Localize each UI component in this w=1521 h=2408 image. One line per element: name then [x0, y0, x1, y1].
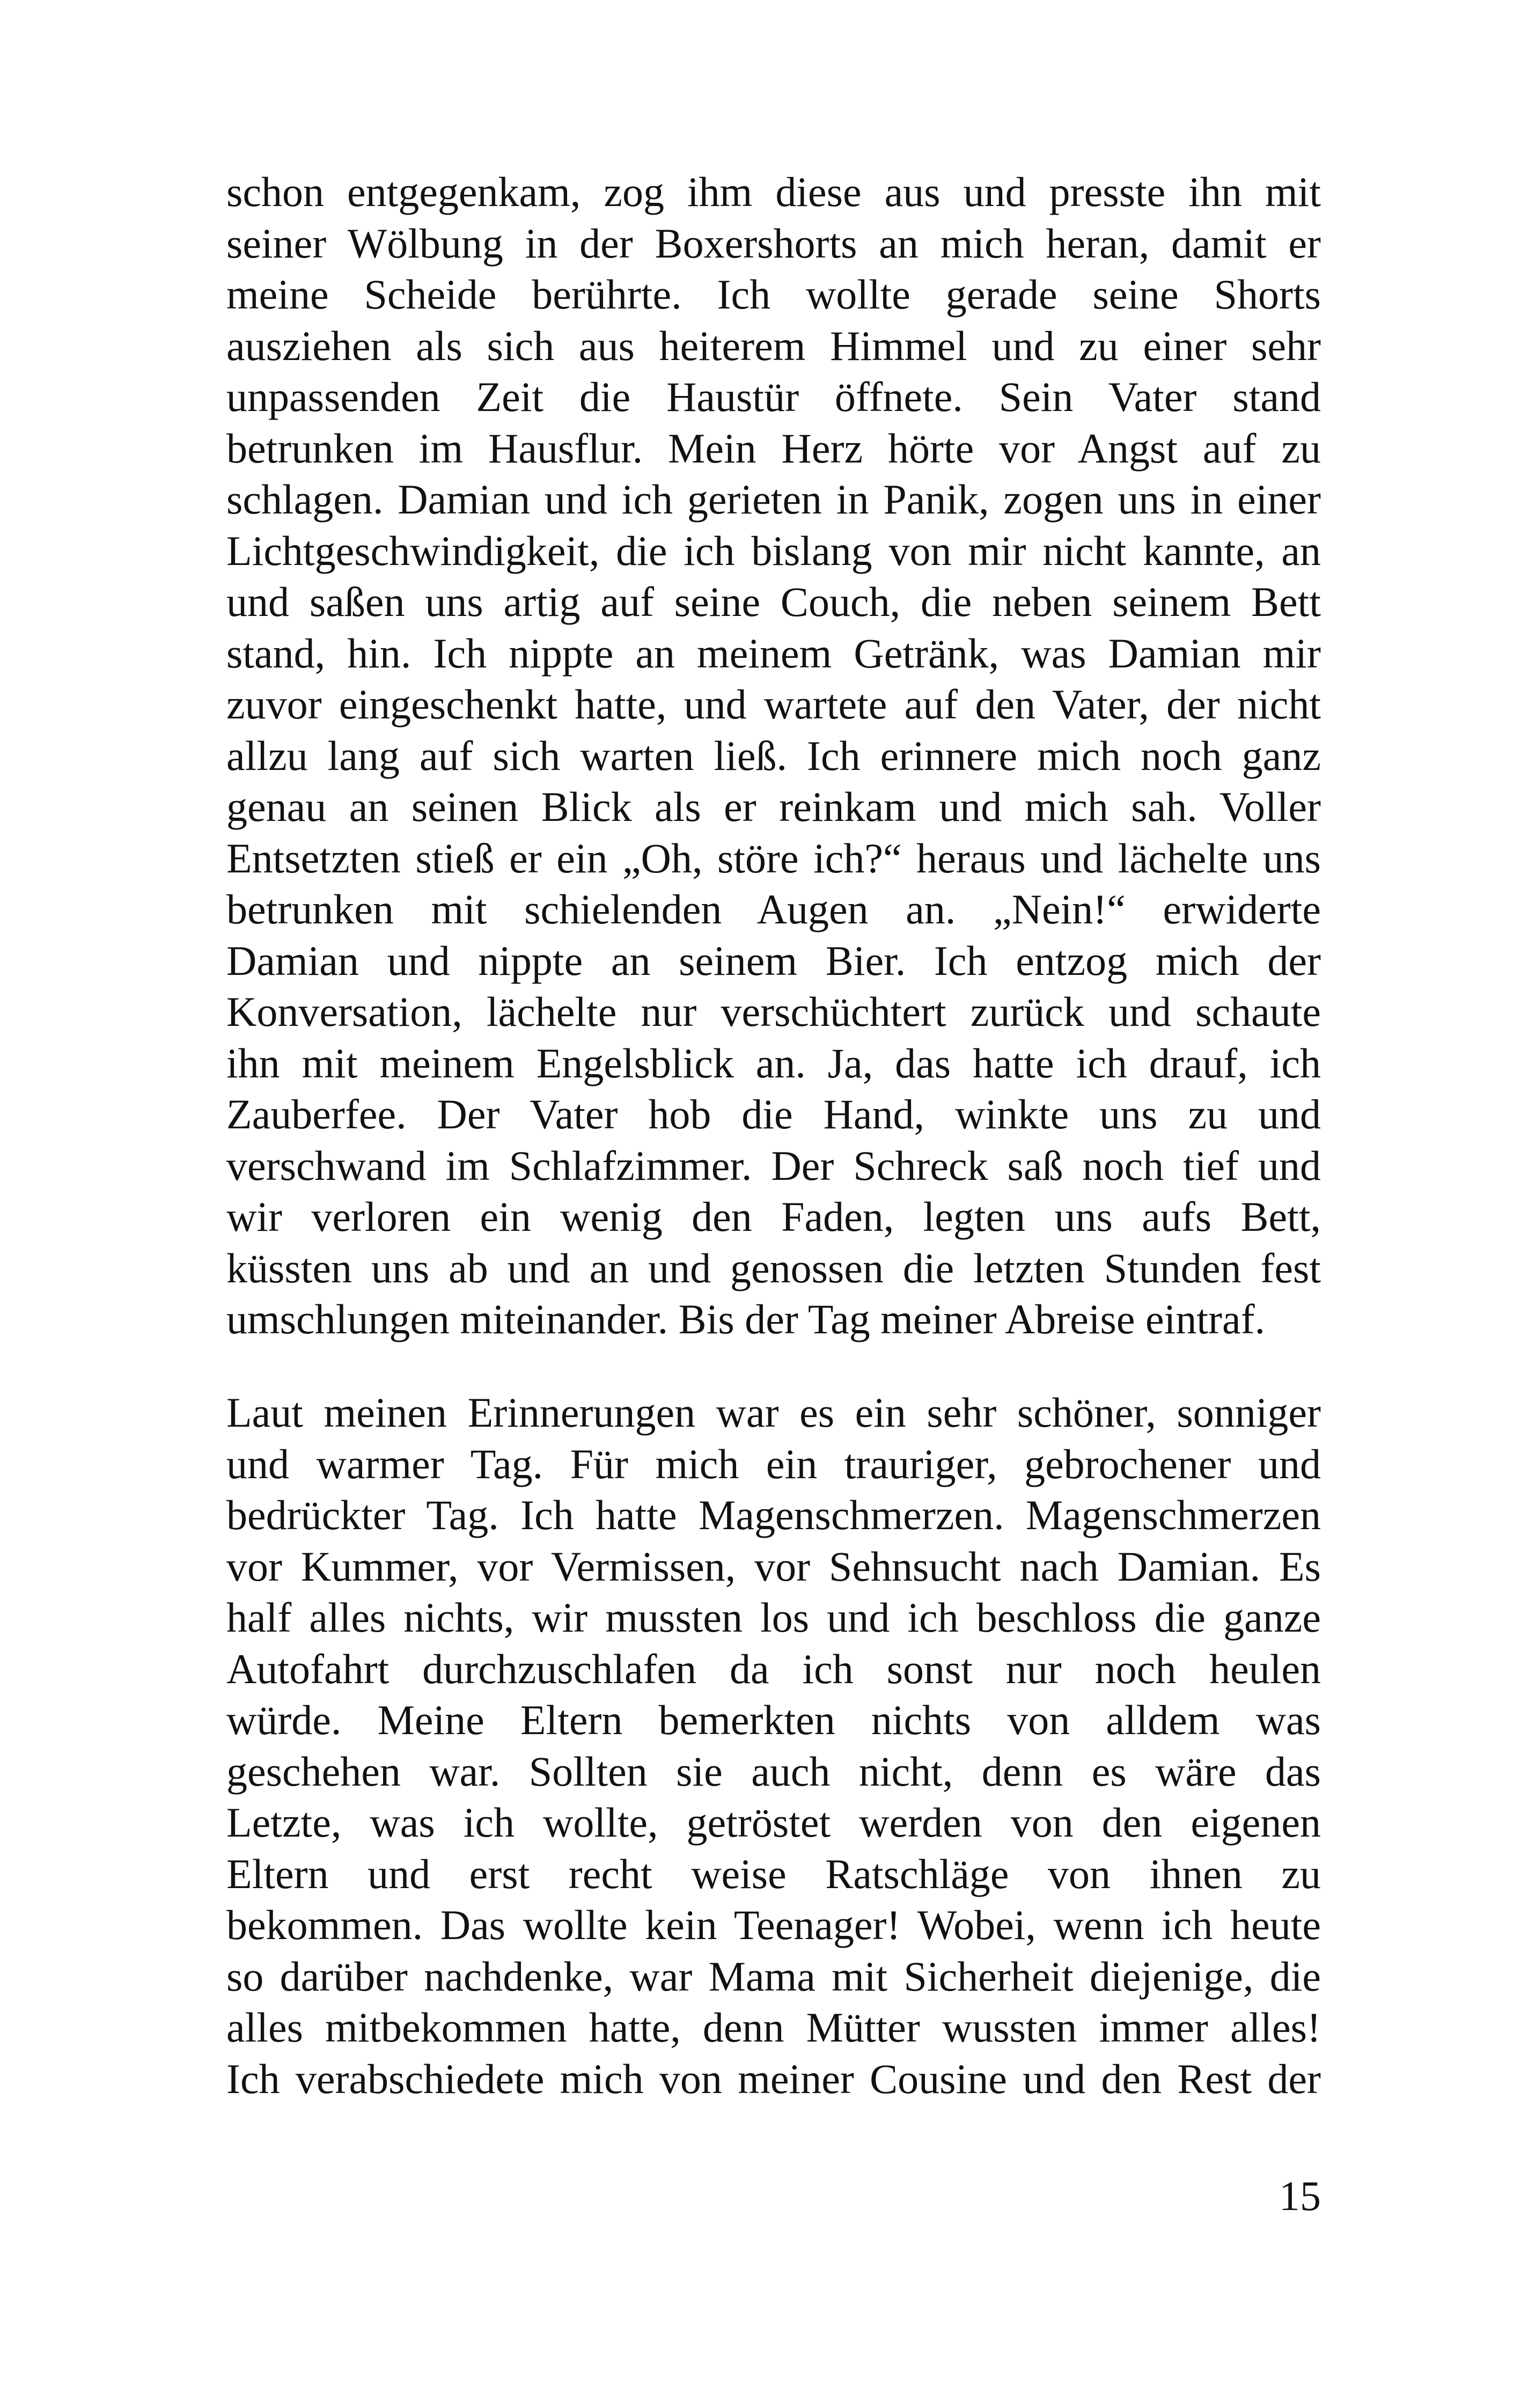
text-line: alles mitbekommen hatte, denn Mütter wussten immer alles!: [226, 2004, 1321, 2051]
text-line: wir verloren ein wenig den Faden, legten uns aufs Bett,: [226, 1193, 1321, 1240]
text-line: ihn mit meinem Engelsblick an. Ja, das hatte ich drauf, ich: [226, 1039, 1321, 1086]
text-line: unpassenden Zeit die Haustür öffnete. Sein Vater stand: [226, 373, 1321, 420]
page-number: 15: [1279, 2172, 1321, 2219]
text-line: seiner Wölbung in der Boxershorts an mich heran, damit er: [226, 219, 1321, 267]
text-line: verschwand im Schlafzimmer. Der Schreck saß noch tief und: [226, 1142, 1321, 1189]
text-line: bekommen. Das wollte kein Teenager! Wobei, wenn ich heute: [226, 1902, 1321, 1948]
text-line: meine Scheide berührte. Ich wollte gerade seine Shorts: [226, 271, 1321, 318]
text-line: Letzte, was ich wollte, getröstet werden von den eigenen: [226, 1799, 1321, 1846]
text-line: schlagen. Damian und ich gerieten in Panik, zogen uns in einer: [226, 476, 1321, 523]
text-line: ausziehen als sich aus heiterem Himmel und zu einer sehr: [226, 322, 1321, 369]
text-line: Eltern und erst recht weise Ratschläge von ihnen zu: [226, 1850, 1321, 1897]
text-line: allzu lang auf sich warten ließ. Ich erinnere mich noch ganz: [226, 732, 1321, 779]
text-line: würde. Meine Eltern bemerkten nichts von alldem was: [226, 1697, 1321, 1743]
text-line: half alles nichts, wir mussten los und ich beschloss die ganze: [226, 1594, 1321, 1641]
text-line: so darüber nachdenke, war Mama mit Sicherheit diejenige, die: [226, 1952, 1321, 2000]
text-line: stand, hin. Ich nippte an meinem Getränk, was Damian mir: [226, 629, 1321, 677]
text-line: umschlungen miteinander. Bis der Tag meiner Abreise eintraf.: [226, 1296, 1266, 1342]
text-line: geschehen war. Sollten sie auch nicht, denn es wäre das: [226, 1748, 1321, 1795]
text-line: und warmer Tag. Für mich ein trauriger, gebrochener und: [226, 1440, 1321, 1487]
text-line: zuvor eingeschenkt hatte, und wartete auf den Vater, der nicht: [226, 681, 1321, 728]
text-line: Zauberfee. Der Vater hob die Hand, winkte uns zu und: [226, 1091, 1321, 1137]
text-line: Damian und nippte an seinem Bier. Ich entzog mich der: [226, 937, 1321, 984]
text-line: betrunken mit schielenden Augen an. „Nein!“ erwiderte: [226, 886, 1321, 933]
text-line: Laut meinen Erinnerungen war es ein sehr schöner, sonniger: [226, 1389, 1321, 1436]
text-line: betrunken im Hausflur. Mein Herz hörte vor Angst auf zu: [226, 424, 1321, 472]
text-line: bedrückter Tag. Ich hatte Magenschmerzen. Magenschmerzen: [226, 1492, 1321, 1538]
text-line: genau an seinen Blick als er reinkam und mich sah. Voller: [226, 783, 1321, 830]
text-line: Ich verabschiedete mich von meiner Cousine und den Rest der: [226, 2055, 1321, 2102]
text-line: Entsetzten stieß er ein „Oh, störe ich?“ heraus und lächelte uns: [226, 834, 1321, 882]
text-line: schon entgegenkam, zog ihm diese aus und presste ihn mit: [226, 168, 1321, 215]
text-line: vor Kummer, vor Vermissen, vor Sehnsucht nach Damian. Es: [226, 1543, 1321, 1590]
paragraph-2: [226, 1387, 1321, 2104]
text-line: Lichtgeschwindigkeit, die ich bislang von mir nicht kannte, an: [226, 527, 1321, 574]
paragraph-1: [226, 166, 1321, 1345]
text-line: küssten uns ab und an und genossen die letzten Stunden fest: [226, 1244, 1321, 1291]
text-line: Autofahrt durchzuschlafen da ich sonst nur noch heulen: [226, 1645, 1321, 1692]
text-line: und saßen uns artig auf seine Couch, die neben seinem Bett: [226, 578, 1321, 625]
text-line: Konversation, lächelte nur verschüchtert zurück und schaute: [226, 988, 1321, 1035]
